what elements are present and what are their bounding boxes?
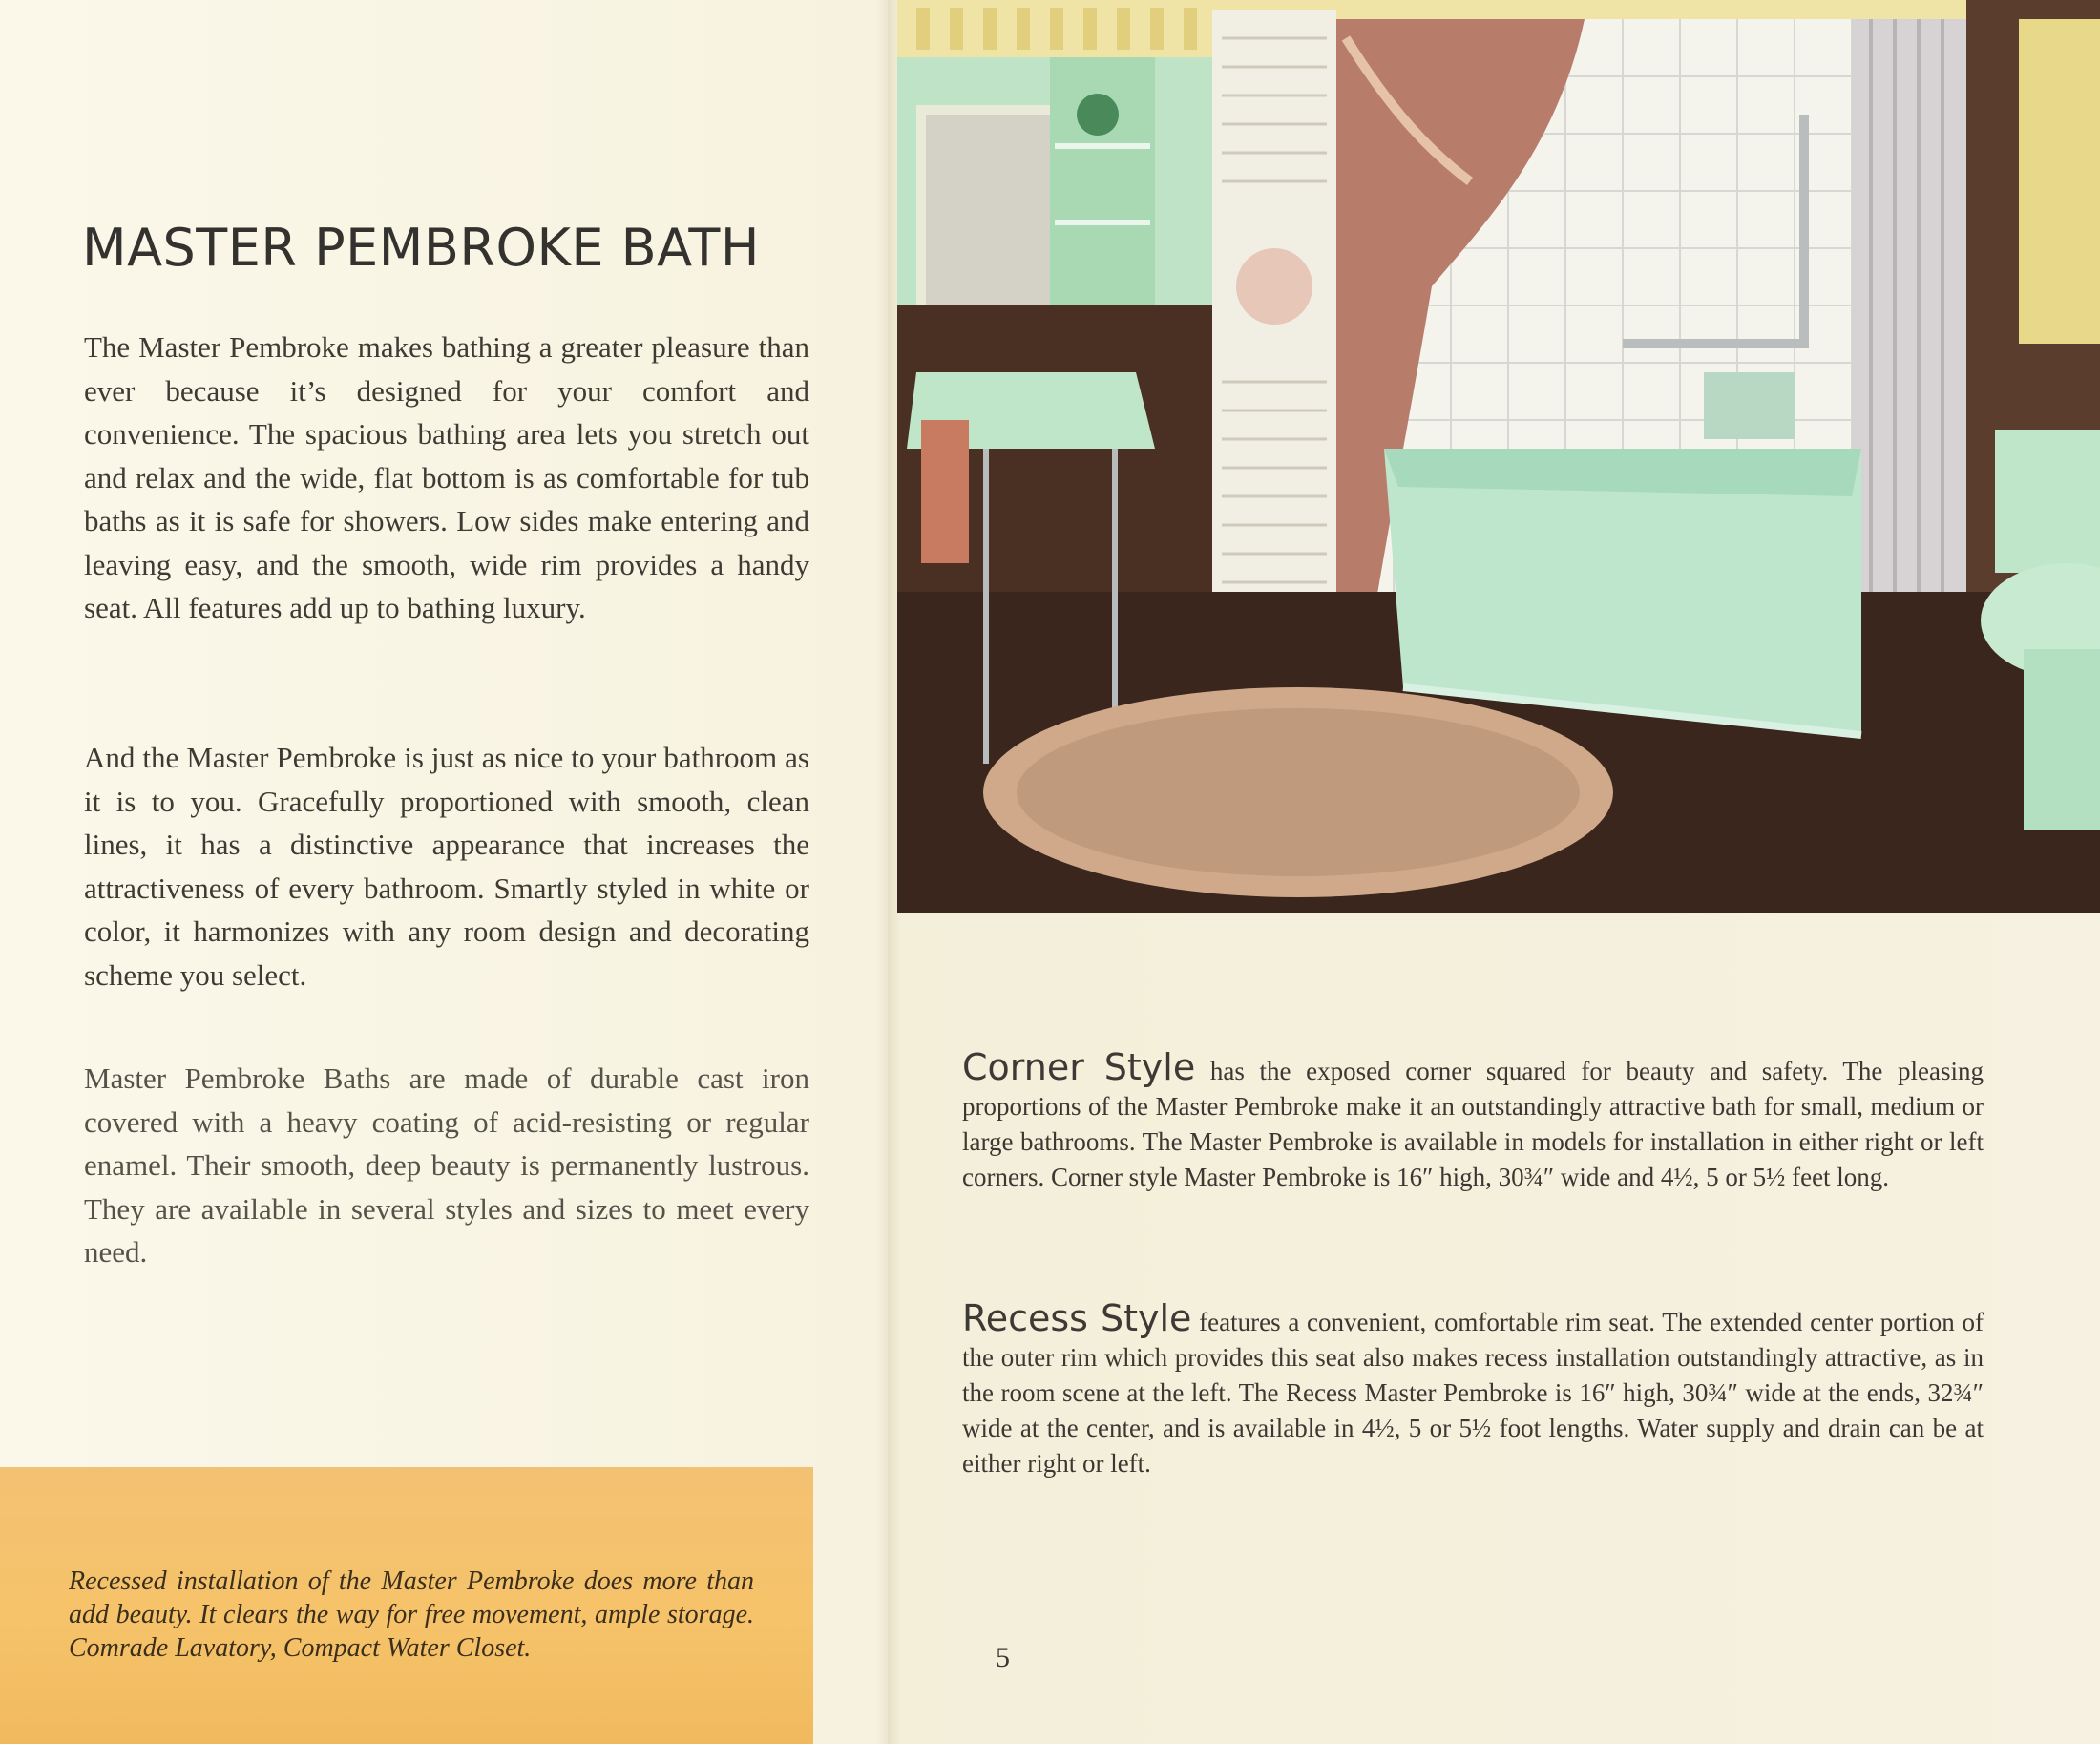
corner-style-text: has the exposed corner squared for beauty and safety. The pleasing proportions of the Master Pembroke make it an outstandingly attractive bath for small, medium or large bathrooms. The Master Pembroke is available in models for installation in either right or left corners. Corner style Master Pembroke is 16″ high, 30¾″ wide and 4½, 5 or 5½ feet long. bbox=[962, 1057, 1984, 1191]
caption-box bbox=[0, 1467, 813, 1744]
bathroom-scene-drawing bbox=[897, 0, 2100, 913]
page-title: MASTER PEMBROKE BATH bbox=[82, 218, 761, 278]
door-flower-decal bbox=[1236, 248, 1312, 325]
window bbox=[2019, 19, 2100, 344]
recess-style-text: features a convenient, comfortable rim seat. The extended center portion of the outer rim which provides this seat also makes recess installation outstandingly attractive, as in the room scene at the left. The Recess Master Pembroke is 16″ high, 30¾″ wide at the ends, 32¾″ wide at the center, and is available in 4½, 5 or 5½ foot lengths. Water supply and drain can be at either right or left. bbox=[962, 1308, 1984, 1478]
recess-style-section bbox=[962, 1297, 1984, 1481]
corner-style-heading: Corner Style bbox=[962, 1046, 1196, 1088]
corner-style-section bbox=[962, 1046, 1984, 1195]
soap-niche bbox=[1704, 372, 1795, 439]
photo-caption: Recessed installation of the Master Pembroke does more than add beauty. It clears the way for free movement, ample storage. Comrade Lavatory, Compact Water Closet. bbox=[69, 1566, 754, 1663]
page-number: 5 bbox=[996, 1642, 1010, 1673]
intro-paragraph: The Master Pembroke makes bathing a greater pleasure than ever because it’s designed for your comfort and convenience. The spacious bathing area lets you stretch out and relax and the wide, flat bottom is as comfortable for tub baths as it is safe for showers. Low sides make entering and leaving easy, and the smooth, wide rim provides a handy seat. All features add up to bathing luxury. bbox=[84, 330, 809, 624]
materials-paragraph: Master Pembroke Baths are made of durable cast iron covered with a heavy coating of acid-resisting or regular enamel. Their smooth, deep beauty is permanently lustrous. They are available in several styles and sizes to meet every need. bbox=[84, 1061, 809, 1269]
plant-icon bbox=[1077, 94, 1119, 136]
design-paragraph: And the Master Pembroke is just as nice to your bathroom as it is to you. Gracefully proportioned with smooth, clean lines, it has a distinctive appearance that increases the attractiveness of every bathroom. Smartly styled in white or color, it harmonizes with any room design and decorating scheme you select. bbox=[84, 741, 809, 992]
towel bbox=[921, 420, 969, 563]
toilet-tank bbox=[1995, 430, 2100, 573]
recess-style-heading: Recess Style bbox=[962, 1297, 1192, 1339]
bathroom-illustration bbox=[897, 0, 2100, 913]
